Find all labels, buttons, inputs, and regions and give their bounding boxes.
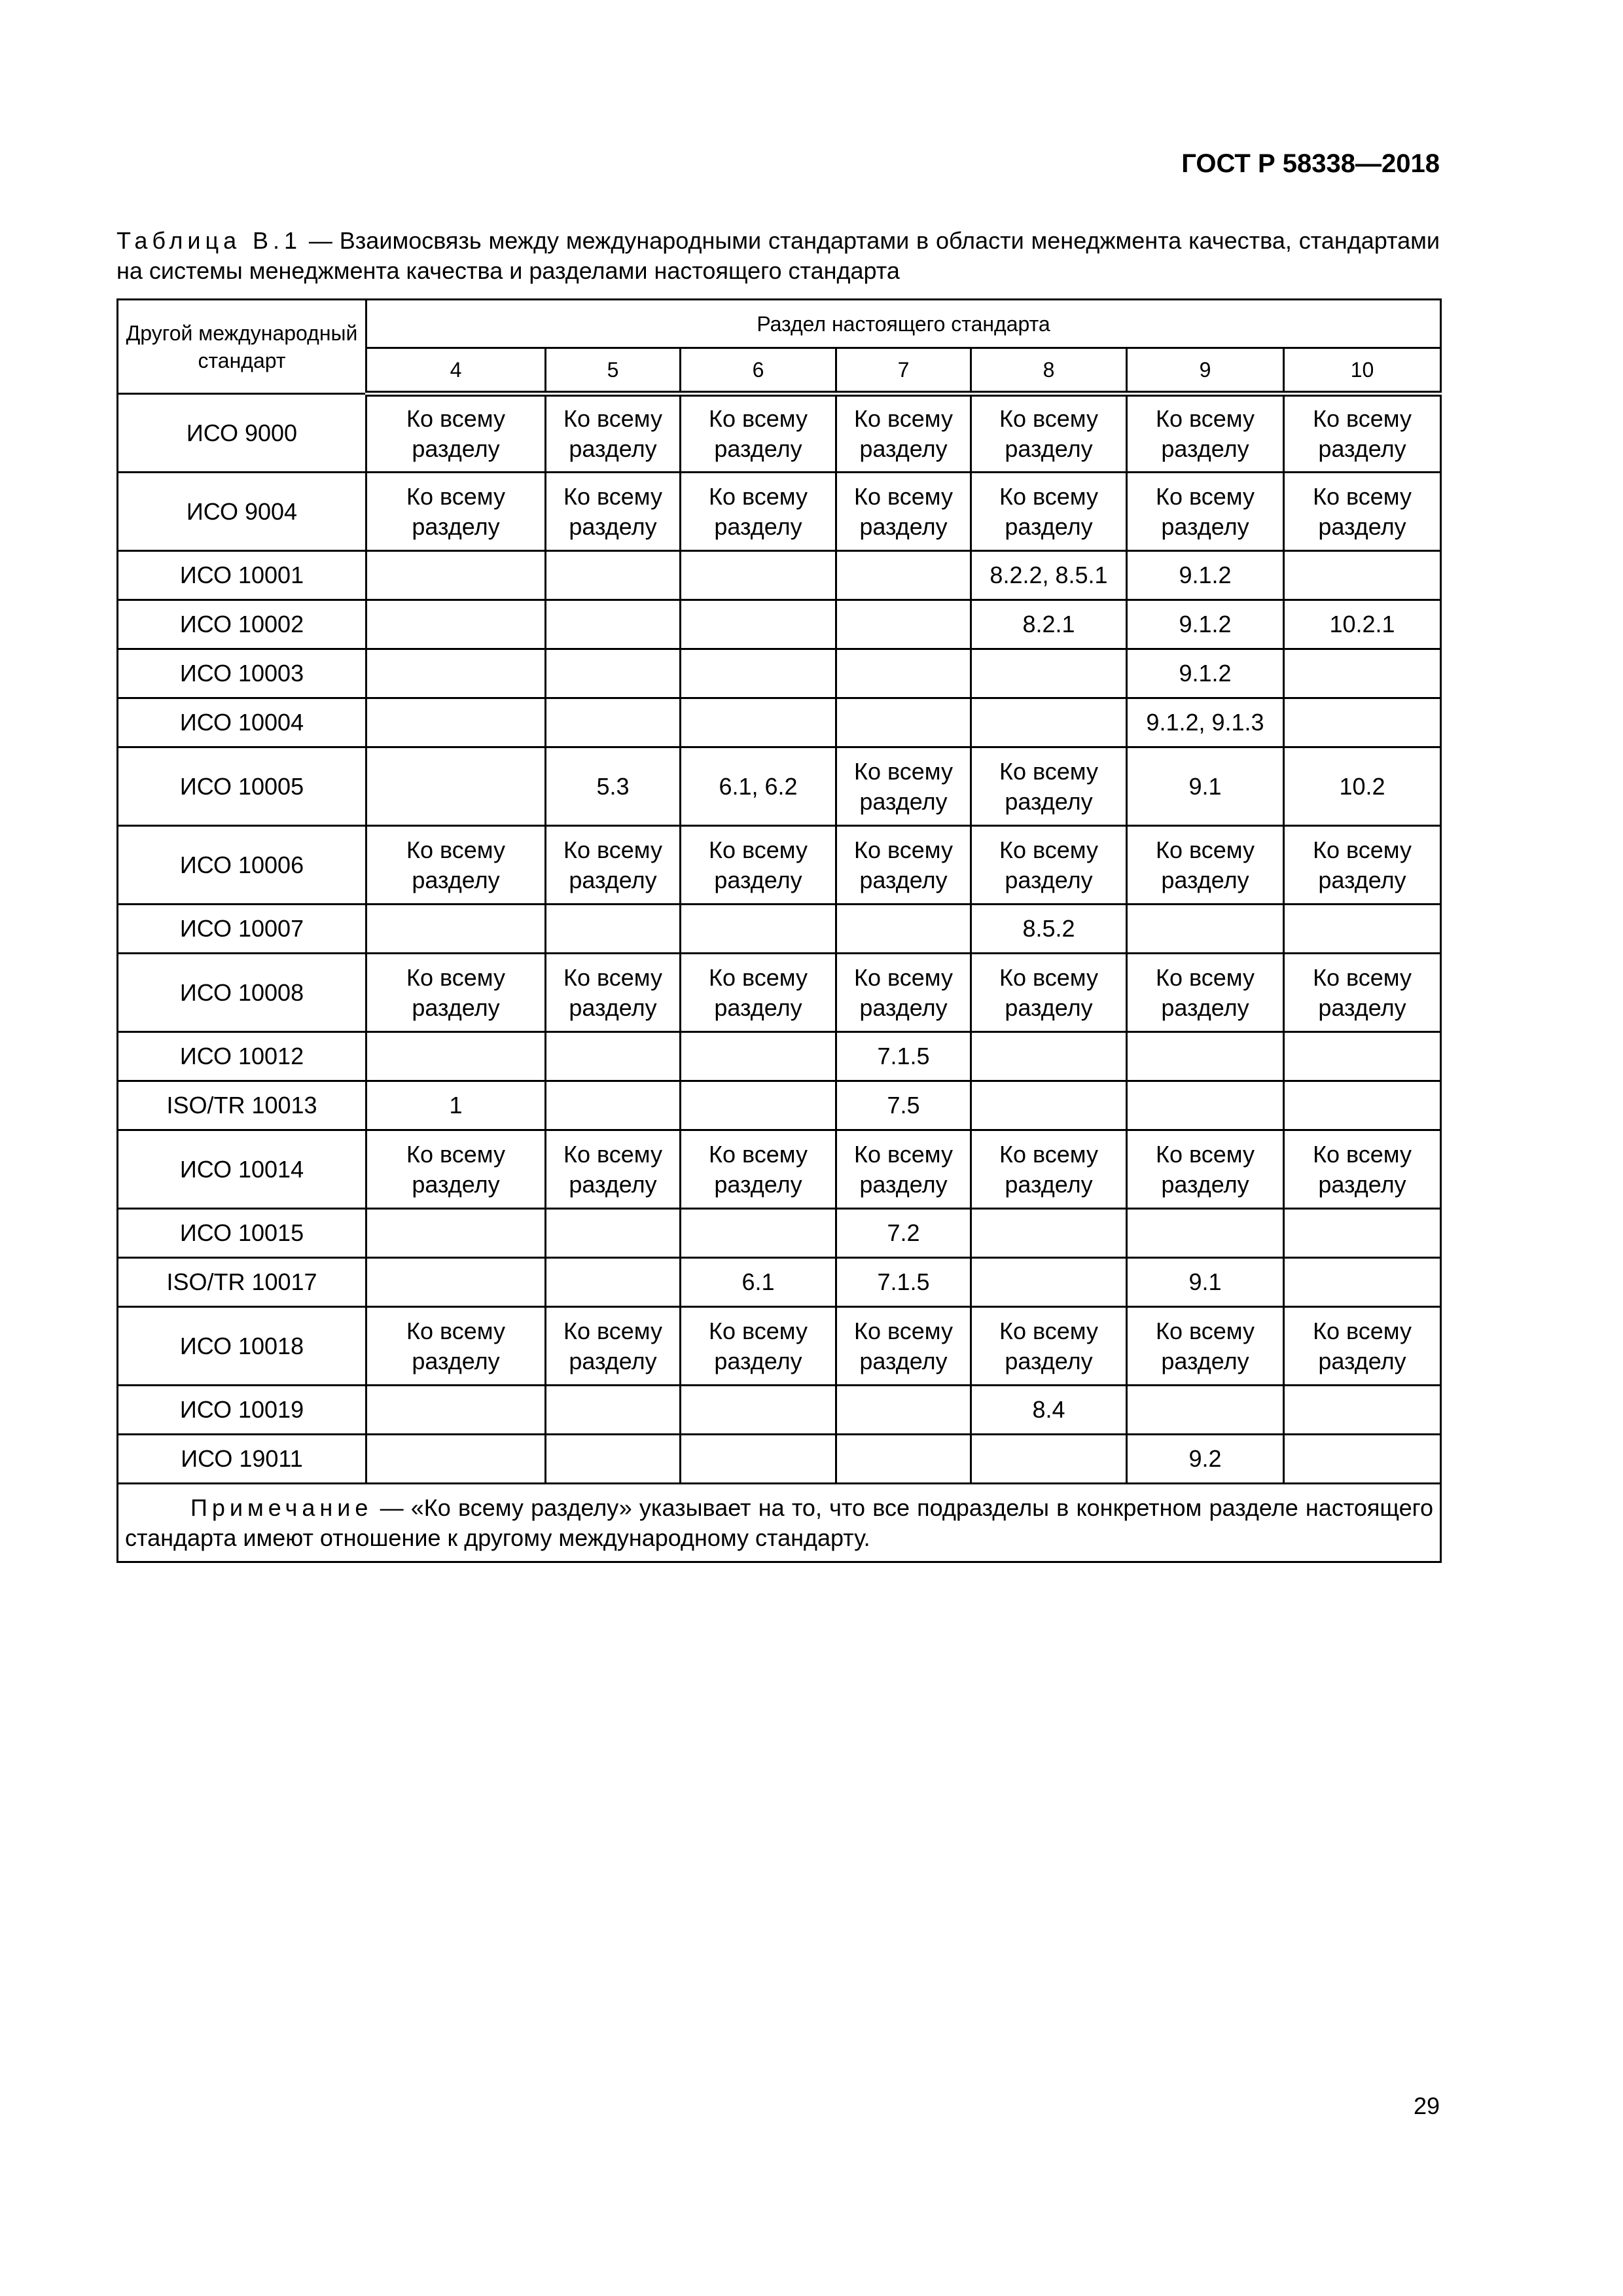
- table-row: [118, 954, 1441, 1032]
- table-row: [118, 1307, 1441, 1386]
- table-cell: 6.1, 6.2: [681, 747, 836, 826]
- row-standard-name: ИСО 19011: [118, 1435, 366, 1484]
- table-cell: [971, 1258, 1127, 1307]
- table-cell: Ко всему разделу: [971, 1307, 1127, 1386]
- standard-code: ГОСТ Р 58338—2018: [1181, 149, 1440, 178]
- table-cell: 7.1.5: [836, 1032, 971, 1081]
- table-cell: Ко всему разделу: [546, 826, 681, 905]
- table-cell: [1127, 905, 1284, 954]
- table-row: [118, 1386, 1441, 1435]
- row-standard-name: ИСО 10001: [118, 551, 366, 600]
- table-cell: [1127, 1209, 1284, 1258]
- table-cell: [681, 905, 836, 954]
- column-header: 9: [1127, 348, 1284, 394]
- table-row: [118, 1032, 1441, 1081]
- table-cell: [546, 1081, 681, 1130]
- table-cell: Ко всему разделу: [836, 1130, 971, 1209]
- table-row: [118, 747, 1441, 826]
- table-cell: [836, 551, 971, 600]
- table-body: [118, 394, 1441, 1484]
- table-cell: [1284, 1258, 1441, 1307]
- table-row: [118, 1258, 1441, 1307]
- table-cell: Ко всему разделу: [1284, 826, 1441, 905]
- table-cell: [546, 1032, 681, 1081]
- table-cell: [836, 600, 971, 649]
- table-cell: [1284, 698, 1441, 747]
- row-standard-name: ИСО 10008: [118, 954, 366, 1032]
- row-standard-name: ИСО 10002: [118, 600, 366, 649]
- table-cell: [971, 698, 1127, 747]
- row-standard-name: ИСО 10019: [118, 1386, 366, 1435]
- table-cell: [836, 1435, 971, 1484]
- table-row: [118, 826, 1441, 905]
- table-cell: [971, 1435, 1127, 1484]
- table-row: [118, 551, 1441, 600]
- table-cell: [971, 1081, 1127, 1130]
- table-row: [118, 1435, 1441, 1484]
- table-cell: [1284, 1386, 1441, 1435]
- table-cell: Ко всему разделу: [546, 954, 681, 1032]
- corner-header: Другой международный стандарт: [118, 300, 366, 394]
- table-cell: Ко всему разделу: [1127, 1307, 1284, 1386]
- table-cell: [1284, 1032, 1441, 1081]
- row-standard-name: ИСО 9004: [118, 473, 366, 551]
- row-standard-name: ИСО 10005: [118, 747, 366, 826]
- table-cell: Ко всему разделу: [971, 826, 1127, 905]
- table-cell: [546, 905, 681, 954]
- table-cell: Ко всему разделу: [971, 1130, 1127, 1209]
- row-standard-name: ИСО 10012: [118, 1032, 366, 1081]
- row-standard-name: ИСО 10018: [118, 1307, 366, 1386]
- table-cell: [546, 698, 681, 747]
- group-header: Раздел настоящего стандарта: [366, 300, 1441, 348]
- table-cell: [366, 1258, 546, 1307]
- table-cell: Ко всему разделу: [1284, 473, 1441, 551]
- table-cell: 9.1.2, 9.1.3: [1127, 698, 1284, 747]
- table-cell: 10.2: [1284, 747, 1441, 826]
- table-cell: [366, 905, 546, 954]
- correspondence-table: [116, 298, 1442, 1563]
- table-cell: [681, 1081, 836, 1130]
- table-cell: Ко всему разделу: [366, 1307, 546, 1386]
- table-cell: Ко всему разделу: [366, 394, 546, 473]
- table-row: [118, 649, 1441, 698]
- column-header: 4: [366, 348, 546, 394]
- table-cell: [1284, 551, 1441, 600]
- table-cell: 1: [366, 1081, 546, 1130]
- table-cell: Ко всему разделу: [971, 747, 1127, 826]
- table-cell: Ко всему разделу: [971, 473, 1127, 551]
- table-cell: Ко всему разделу: [1127, 826, 1284, 905]
- table-note-text: — «Ко всему разделу» указывает на то, что все подразделы в конкретном разделе настоящего стандарта имеют отношение к другому международному стандарту.: [125, 1494, 1434, 1551]
- table-cell: [546, 1435, 681, 1484]
- table-row: [118, 1130, 1441, 1209]
- table-cell: [1127, 1386, 1284, 1435]
- table-head: [118, 300, 1441, 394]
- table-cell: [366, 698, 546, 747]
- row-standard-name: ИСО 10006: [118, 826, 366, 905]
- table-cell: Ко всему разделу: [366, 954, 546, 1032]
- table-cell: 9.1.2: [1127, 600, 1284, 649]
- table-cell: [1127, 1081, 1284, 1130]
- row-standard-name: ИСО 9000: [118, 394, 366, 473]
- table-cell: [1284, 1435, 1441, 1484]
- table-row: [118, 905, 1441, 954]
- table-cell: [1127, 1032, 1284, 1081]
- table-cell: 8.5.2: [971, 905, 1127, 954]
- table-cell: [681, 698, 836, 747]
- table-cell: [681, 1032, 836, 1081]
- column-header: 8: [971, 348, 1127, 394]
- column-header: 7: [836, 348, 971, 394]
- table-row: [118, 1081, 1441, 1130]
- table-cell: [1284, 1209, 1441, 1258]
- table-cell: 7.5: [836, 1081, 971, 1130]
- row-standard-name: ИСО 10004: [118, 698, 366, 747]
- table-caption-label: Таблица В.1: [116, 227, 302, 254]
- table-cell: Ко всему разделу: [1127, 954, 1284, 1032]
- table-cell: [546, 600, 681, 649]
- table-cell: [971, 1032, 1127, 1081]
- table-cell: [546, 1209, 681, 1258]
- table-cell: Ко всему разделу: [971, 394, 1127, 473]
- table-cell: Ко всему разделу: [971, 954, 1127, 1032]
- table-cell: Ко всему разделу: [681, 473, 836, 551]
- table-cell: Ко всему разделу: [546, 473, 681, 551]
- table-cell: Ко всему разделу: [681, 394, 836, 473]
- table-cell: 7.1.5: [836, 1258, 971, 1307]
- table-cell: Ко всему разделу: [836, 826, 971, 905]
- table-cell: Ко всему разделу: [681, 1130, 836, 1209]
- table-cell: [836, 905, 971, 954]
- table-cell: [681, 649, 836, 698]
- row-standard-name: ИСО 10003: [118, 649, 366, 698]
- table-cell: [836, 698, 971, 747]
- row-standard-name: ISO/TR 10017: [118, 1258, 366, 1307]
- table-cell: Ко всему разделу: [1284, 954, 1441, 1032]
- row-standard-name: ИСО 10015: [118, 1209, 366, 1258]
- table-cell: [836, 1386, 971, 1435]
- table-cell: [366, 600, 546, 649]
- table-cell: [971, 649, 1127, 698]
- table-cell: [546, 1386, 681, 1435]
- table-note: [118, 1484, 1441, 1562]
- table-cell: 5.3: [546, 747, 681, 826]
- table-cell: [1284, 905, 1441, 954]
- table-cell: [546, 649, 681, 698]
- table-cell: Ко всему разделу: [1284, 394, 1441, 473]
- table-cell: Ко всему разделу: [681, 954, 836, 1032]
- table-cell: Ко всему разделу: [1127, 473, 1284, 551]
- table-cell: Ко всему разделу: [836, 954, 971, 1032]
- table-cell: [366, 1386, 546, 1435]
- column-header: 5: [546, 348, 681, 394]
- table-cell: [681, 600, 836, 649]
- table-cell: Ко всему разделу: [681, 826, 836, 905]
- column-header: 6: [681, 348, 836, 394]
- table-cell: [546, 1258, 681, 1307]
- column-header: 10: [1284, 348, 1441, 394]
- table-cell: [971, 1209, 1127, 1258]
- table-cell: 9.1: [1127, 747, 1284, 826]
- page-number: 29: [1413, 2092, 1440, 2119]
- table-cell: Ко всему разделу: [366, 1130, 546, 1209]
- table-cell: [366, 649, 546, 698]
- table-row: [118, 473, 1441, 551]
- table-cell: 10.2.1: [1284, 600, 1441, 649]
- table-cell: Ко всему разделу: [836, 473, 971, 551]
- table-cell: 8.4: [971, 1386, 1127, 1435]
- table-note-label: Примечание: [190, 1494, 373, 1521]
- table-cell: Ко всему разделу: [546, 1307, 681, 1386]
- table-cell: Ко всему разделу: [546, 394, 681, 473]
- table-cell: 6.1: [681, 1258, 836, 1307]
- table-cell: Ко всему разделу: [1127, 394, 1284, 473]
- row-standard-name: ИСО 10014: [118, 1130, 366, 1209]
- table-row: [118, 600, 1441, 649]
- table-cell: [366, 1209, 546, 1258]
- table-cell: [366, 551, 546, 600]
- table-cell: Ко всему разделу: [836, 394, 971, 473]
- table-cell: 7.2: [836, 1209, 971, 1258]
- table-cell: [1284, 649, 1441, 698]
- table-cell: Ко всему разделу: [1284, 1307, 1441, 1386]
- table-cell: Ко всему разделу: [366, 826, 546, 905]
- table-cell: 8.2.2, 8.5.1: [971, 551, 1127, 600]
- table-caption-text: — Взаимосвязь между международными стандартами в области менеджмента качества, стандартами на системы менеджмента качества и разделами настоящего стандарта: [116, 227, 1440, 284]
- table-caption: [116, 226, 1440, 286]
- table-cell: [546, 551, 681, 600]
- table-cell: 9.1.2: [1127, 551, 1284, 600]
- table-cell: [366, 747, 546, 826]
- table-row: [118, 1209, 1441, 1258]
- row-standard-name: ИСО 10007: [118, 905, 366, 954]
- table-cell: [836, 649, 971, 698]
- table-cell: [681, 1435, 836, 1484]
- table-row: [118, 698, 1441, 747]
- table-cell: 9.1: [1127, 1258, 1284, 1307]
- table-cell: Ко всему разделу: [836, 1307, 971, 1386]
- table-cell: Ко всему разделу: [546, 1130, 681, 1209]
- table-cell: [681, 551, 836, 600]
- table-cell: [1284, 1081, 1441, 1130]
- table-cell: 9.1.2: [1127, 649, 1284, 698]
- table-cell: Ко всему разделу: [836, 747, 971, 826]
- table-cell: [366, 1032, 546, 1081]
- table-cell: Ко всему разделу: [1284, 1130, 1441, 1209]
- table-cell: [681, 1209, 836, 1258]
- table-cell: [681, 1386, 836, 1435]
- table-cell: 9.2: [1127, 1435, 1284, 1484]
- table-cell: 8.2.1: [971, 600, 1127, 649]
- table-cell: [366, 1435, 546, 1484]
- row-standard-name: ISO/TR 10013: [118, 1081, 366, 1130]
- table-cell: Ко всему разделу: [366, 473, 546, 551]
- table-cell: Ко всему разделу: [681, 1307, 836, 1386]
- table-cell: Ко всему разделу: [1127, 1130, 1284, 1209]
- table-row: [118, 394, 1441, 473]
